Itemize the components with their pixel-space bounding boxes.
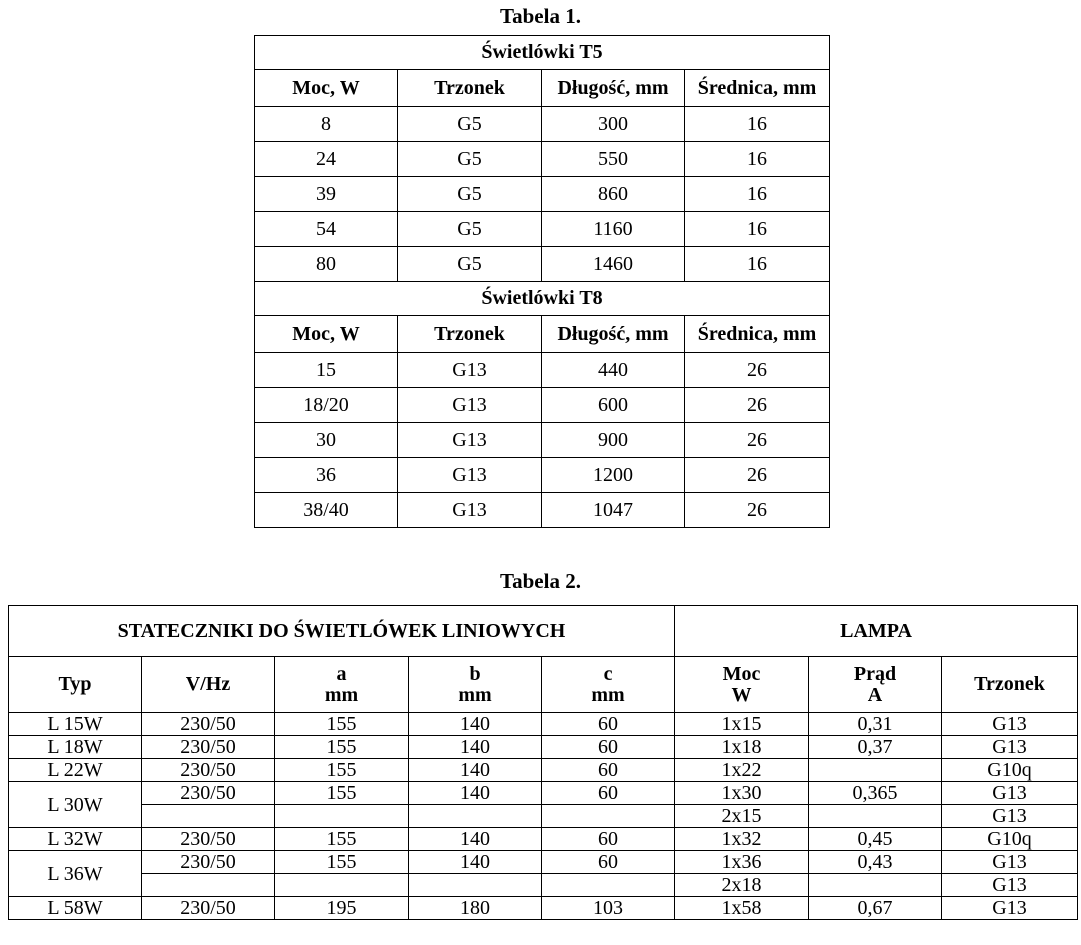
table-row <box>255 458 830 493</box>
ballast-a: 155 <box>275 828 409 851</box>
column-header-label: Trzonek <box>974 673 1045 695</box>
table-row <box>255 107 830 142</box>
table-cell: 1160 <box>542 212 685 247</box>
table-cell: 300 <box>542 107 685 142</box>
lamp-moc: 2x18 <box>675 874 809 897</box>
lamp-prad <box>809 759 942 782</box>
column-header-label: Prąd <box>853 662 897 685</box>
table-cell: G5 <box>398 142 542 177</box>
ballast-vhz: 230/50 <box>142 897 275 920</box>
empty-cell <box>142 805 275 828</box>
table-cell: 36 <box>255 458 398 493</box>
ballast-type: L 32W <box>9 828 142 851</box>
ballast-type: L 36W <box>9 851 142 897</box>
table-cell: 8 <box>255 107 398 142</box>
table1-caption: Tabela 1. <box>500 4 581 28</box>
table-subrow <box>9 874 1078 897</box>
empty-cell <box>542 874 675 897</box>
table-cell: 860 <box>542 177 685 212</box>
table-row <box>255 353 830 388</box>
header-row <box>255 316 830 353</box>
lamp-prad: 0,43 <box>809 851 942 874</box>
column-header-label: a <box>336 662 347 685</box>
column-header: Długość, mm <box>542 70 685 107</box>
table-cell: 550 <box>542 142 685 177</box>
lamp-prad: 0,45 <box>809 828 942 851</box>
ballasts-group-header: STATECZNIKI DO ŚWIETLÓWEK LINIOWYCH <box>9 606 675 657</box>
lamp-prad: 0,67 <box>809 897 942 920</box>
ballast-a: 155 <box>275 713 409 736</box>
column-header: Długość, mm <box>542 316 685 353</box>
ballast-a: 155 <box>275 736 409 759</box>
table2-ballasts <box>8 605 1078 920</box>
ballast-vhz: 230/50 <box>142 713 275 736</box>
ballast-a: 155 <box>275 759 409 782</box>
table2-caption: Tabela 2. <box>500 569 581 593</box>
ballast-b: 140 <box>409 828 542 851</box>
table-row <box>9 782 1078 805</box>
empty-cell <box>409 805 542 828</box>
empty-cell <box>275 805 409 828</box>
table-cell: 38/40 <box>255 493 398 528</box>
ballast-c: 60 <box>542 736 675 759</box>
lamp-prad: 0,37 <box>809 736 942 759</box>
lamp-trzonek: G13 <box>942 851 1078 874</box>
table-cell: G5 <box>398 212 542 247</box>
ballast-b: 140 <box>409 736 542 759</box>
table-cell: 26 <box>685 423 830 458</box>
ballast-type: L 15W <box>9 713 142 736</box>
table-cell: G5 <box>398 107 542 142</box>
table-cell: 39 <box>255 177 398 212</box>
ballast-a: 195 <box>275 897 409 920</box>
empty-cell <box>275 874 409 897</box>
empty-cell <box>409 874 542 897</box>
table-row <box>9 759 1078 782</box>
ballast-type: L 58W <box>9 897 142 920</box>
table-cell: 26 <box>685 388 830 423</box>
column-header-unit: W <box>731 683 752 706</box>
lamp-trzonek: G10q <box>942 759 1078 782</box>
column-header <box>142 657 275 713</box>
column-header <box>809 657 942 713</box>
table-cell: G13 <box>398 353 542 388</box>
lamp-group-header: LAMPA <box>675 606 1078 657</box>
table-cell: G5 <box>398 247 542 282</box>
ballast-vhz: 230/50 <box>142 851 275 874</box>
column-header-label: Moc <box>722 662 761 685</box>
table-row <box>255 388 830 423</box>
ballast-c: 60 <box>542 782 675 805</box>
lamp-moc: 2x15 <box>675 805 809 828</box>
empty-cell <box>542 805 675 828</box>
lamp-prad: 0,31 <box>809 713 942 736</box>
table-cell: 15 <box>255 353 398 388</box>
ballast-c: 60 <box>542 759 675 782</box>
table-cell: G13 <box>398 388 542 423</box>
lamp-trzonek: G13 <box>942 782 1078 805</box>
column-header: Trzonek <box>398 70 542 107</box>
ballast-vhz: 230/50 <box>142 828 275 851</box>
table-cell: G13 <box>398 423 542 458</box>
column-header-unit: mm <box>324 683 359 706</box>
table-cell: 26 <box>685 493 830 528</box>
lamp-prad <box>809 805 942 828</box>
table-cell: 16 <box>685 177 830 212</box>
table-cell: 600 <box>542 388 685 423</box>
column-header <box>409 657 542 713</box>
column-header <box>9 657 142 713</box>
table-row <box>255 142 830 177</box>
section-title-row <box>255 36 830 70</box>
column-header <box>542 657 675 713</box>
ballast-vhz: 230/50 <box>142 736 275 759</box>
lamp-trzonek: G10q <box>942 828 1078 851</box>
table-cell: 16 <box>685 212 830 247</box>
ballast-b: 140 <box>409 851 542 874</box>
ballast-a: 155 <box>275 851 409 874</box>
column-header-label: Typ <box>58 673 92 695</box>
table-cell: 24 <box>255 142 398 177</box>
lamp-trzonek: G13 <box>942 713 1078 736</box>
table-row <box>255 247 830 282</box>
table-cell: 26 <box>685 353 830 388</box>
table-cell: 1047 <box>542 493 685 528</box>
ballast-type: L 30W <box>9 782 142 828</box>
lamp-trzonek: G13 <box>942 897 1078 920</box>
table-row <box>9 828 1078 851</box>
table-row <box>255 493 830 528</box>
column-header: Średnica, mm <box>685 316 830 353</box>
lamp-trzonek: G13 <box>942 874 1078 897</box>
lamp-moc: 1x58 <box>675 897 809 920</box>
ballast-c: 103 <box>542 897 675 920</box>
column-header <box>675 657 809 713</box>
ballast-b: 180 <box>409 897 542 920</box>
column-header: Średnica, mm <box>685 70 830 107</box>
column-header-unit: mm <box>458 683 492 706</box>
table-cell: G13 <box>398 493 542 528</box>
table-cell: G13 <box>398 458 542 493</box>
ballast-a: 155 <box>275 782 409 805</box>
ballast-type: L 18W <box>9 736 142 759</box>
lamp-prad <box>809 874 942 897</box>
section-title-row <box>255 282 830 316</box>
lamp-moc: 1x15 <box>675 713 809 736</box>
table-cell: 18/20 <box>255 388 398 423</box>
table-row <box>9 736 1078 759</box>
table-row <box>9 897 1078 920</box>
header-row <box>255 70 830 107</box>
table-subrow <box>9 805 1078 828</box>
table-cell: 1460 <box>542 247 685 282</box>
column-header-label: V/Hz <box>185 673 231 695</box>
table-cell: G5 <box>398 177 542 212</box>
table-row <box>255 177 830 212</box>
lamp-prad: 0,365 <box>809 782 942 805</box>
lamp-moc: 1x36 <box>675 851 809 874</box>
column-header-unit: mm <box>591 683 625 706</box>
table-row <box>255 423 830 458</box>
table-row <box>9 851 1078 874</box>
ballast-b: 140 <box>409 782 542 805</box>
column-header-label: b <box>469 662 481 685</box>
table-cell: 16 <box>685 247 830 282</box>
table-cell: 54 <box>255 212 398 247</box>
table-row <box>9 713 1078 736</box>
ballast-vhz: 230/50 <box>142 759 275 782</box>
section-title: Świetlówki T5 <box>255 36 830 70</box>
table1-fluorescent-lamps <box>254 35 830 528</box>
table-cell: 30 <box>255 423 398 458</box>
lamp-moc: 1x22 <box>675 759 809 782</box>
table-cell: 16 <box>685 142 830 177</box>
lamp-moc: 1x32 <box>675 828 809 851</box>
table-cell: 16 <box>685 107 830 142</box>
table-cell: 80 <box>255 247 398 282</box>
ballast-vhz: 230/50 <box>142 782 275 805</box>
table-cell: 440 <box>542 353 685 388</box>
lamp-trzonek: G13 <box>942 805 1078 828</box>
column-header <box>942 657 1078 713</box>
ballast-type: L 22W <box>9 759 142 782</box>
column-header <box>275 657 409 713</box>
table-cell: 900 <box>542 423 685 458</box>
ballast-b: 140 <box>409 759 542 782</box>
table-cell: 1200 <box>542 458 685 493</box>
lamp-trzonek: G13 <box>942 736 1078 759</box>
lamp-moc: 1x30 <box>675 782 809 805</box>
column-header-label: c <box>603 662 613 685</box>
table-row <box>255 212 830 247</box>
column-header: Moc, W <box>255 70 398 107</box>
table-cell: 26 <box>685 458 830 493</box>
ballast-c: 60 <box>542 713 675 736</box>
section-title: Świetlówki T8 <box>255 282 830 316</box>
ballast-c: 60 <box>542 851 675 874</box>
ballast-c: 60 <box>542 828 675 851</box>
column-header: Moc, W <box>255 316 398 353</box>
ballast-b: 140 <box>409 713 542 736</box>
lamp-moc: 1x18 <box>675 736 809 759</box>
empty-cell <box>142 874 275 897</box>
column-header-unit: A <box>867 683 883 706</box>
column-header: Trzonek <box>398 316 542 353</box>
